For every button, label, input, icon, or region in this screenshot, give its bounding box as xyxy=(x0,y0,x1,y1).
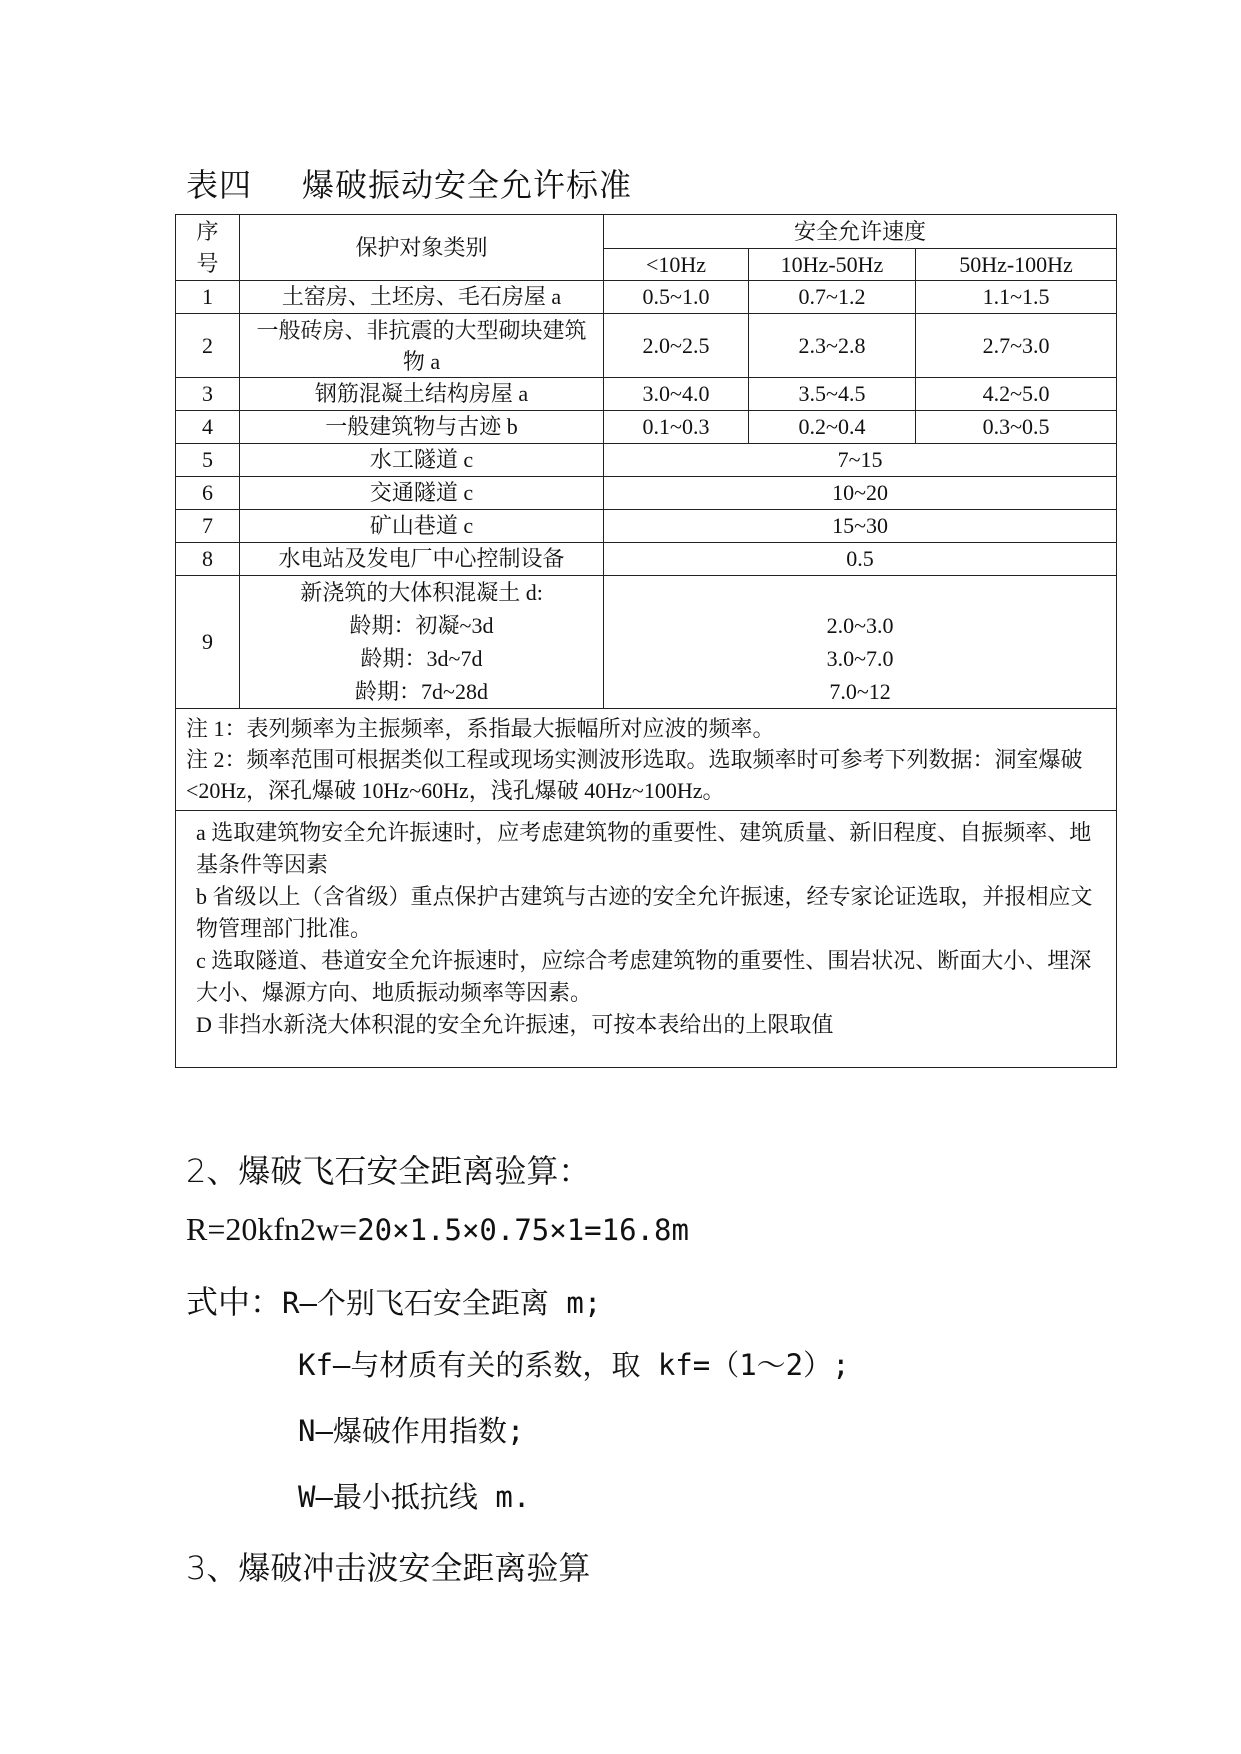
row-name: 一般砖房、非抗震的大型砌块建筑物 a xyxy=(240,314,604,378)
def-w: W—最小抵抗线 m. xyxy=(298,1480,531,1514)
row-value: 10~20 xyxy=(604,477,1117,510)
row-name: 一般建筑物与古迹 b xyxy=(240,411,604,444)
row-name: 钢筋混凝土结构房屋 a xyxy=(240,378,604,411)
row-value: 0.5~1.0 xyxy=(604,281,749,314)
table-row xyxy=(176,411,1117,444)
row9-values xyxy=(604,576,1117,709)
table-row xyxy=(176,576,1117,709)
footnote-d: D 非挡水新浇大体积混的安全允许振速，可按本表给出的上限取值 xyxy=(196,1012,834,1037)
footnote-c: c 选取隧道、巷道安全允许振速时，应综合考虑建筑物的重要性、围岩状况、断面大小、埋深大小、爆源方向、地质振动频率等因素。 xyxy=(196,948,1092,1005)
table-row xyxy=(176,314,1117,378)
note-1: 注 1：表列频率为主振频率，系指最大振幅所对应波的频率。 xyxy=(186,716,775,741)
formula-rest: 20×1.5×0.75×1=16.8m xyxy=(357,1213,689,1247)
header-category: 保护对象类别 xyxy=(240,215,604,281)
row-value: 4.2~5.0 xyxy=(916,378,1117,411)
row-value: 3.5~4.5 xyxy=(749,378,916,411)
vibration-standard-table xyxy=(175,214,1117,1068)
table-row xyxy=(176,378,1117,411)
header-band-2: 10Hz-50Hz xyxy=(749,249,916,281)
row-no: 3 xyxy=(176,378,240,411)
row-name: 矿山巷道 c xyxy=(240,510,604,543)
row-no: 9 xyxy=(176,576,240,709)
row9-value: 3.0~7.0 xyxy=(826,646,894,671)
row-value: 15~30 xyxy=(604,510,1117,543)
row-no: 6 xyxy=(176,477,240,510)
row-no: 4 xyxy=(176,411,240,444)
row9-line: 新浇筑的大体积混凝土 d: xyxy=(300,580,543,605)
formula-line xyxy=(186,1210,689,1248)
row-no: 2 xyxy=(176,314,240,378)
row9-line: 龄期：3d~7d xyxy=(360,646,483,671)
table-row xyxy=(176,444,1117,477)
row-value: 2.0~2.5 xyxy=(604,314,749,378)
row-value: 0.5 xyxy=(604,543,1117,576)
footnote-a: a 选取建筑物安全允许振速时，应考虑建筑物的重要性、建筑质量、新旧程度、自振频率、地基条件等因素 xyxy=(196,820,1092,877)
row9-name xyxy=(240,576,604,709)
where-first-def: R—个别飞石安全距离 m; xyxy=(282,1286,602,1320)
row-value: 0.3~0.5 xyxy=(916,411,1117,444)
footnotes-cell xyxy=(176,811,1117,1068)
notes-row xyxy=(176,709,1117,811)
row-no: 5 xyxy=(176,444,240,477)
table-number: 表四 xyxy=(186,166,253,204)
row-name: 土窑房、土坯房、毛石房屋 a xyxy=(240,281,604,314)
row-value: 2.3~2.8 xyxy=(749,314,916,378)
header-band-1: <10Hz xyxy=(604,249,749,281)
table-title-text: 爆破振动安全允许标准 xyxy=(302,166,633,204)
header-speed: 安全允许速度 xyxy=(604,215,1117,249)
where-label: 式中： xyxy=(186,1283,283,1321)
section-3-heading: 3、爆破冲击波安全距离验算 xyxy=(186,1549,591,1587)
header-row-1 xyxy=(176,215,1117,249)
row-name: 水工隧道 c xyxy=(240,444,604,477)
formula-prefix: R=20kfn2w= xyxy=(186,1211,358,1247)
row-value: 7~15 xyxy=(604,444,1117,477)
row9-line: 龄期：7d~28d xyxy=(355,679,488,704)
row9-line: 龄期：初凝~3d xyxy=(349,613,494,638)
notes-cell xyxy=(176,709,1117,811)
where-line xyxy=(186,1277,601,1323)
def-n: N—爆破作用指数; xyxy=(298,1414,525,1448)
footnotes-row xyxy=(176,811,1117,1068)
row-value: 1.1~1.5 xyxy=(916,281,1117,314)
table-row xyxy=(176,477,1117,510)
note-2: 注 2：频率范围可根据类似工程或现场实测波形选取。选取频率时可参考下列数据：洞室爆破<20Hz，深孔爆破 10Hz~60Hz，浅孔爆破 40Hz~100Hz。 xyxy=(186,747,1083,803)
table-title xyxy=(186,160,632,206)
header-seq: 序号 xyxy=(176,215,240,281)
def-kf: Kf—与材质有关的系数，取 kf=（1～2）; xyxy=(298,1348,850,1382)
row-value: 0.1~0.3 xyxy=(604,411,749,444)
row-name: 水电站及发电厂中心控制设备 xyxy=(240,543,604,576)
row-value: 0.7~1.2 xyxy=(749,281,916,314)
row-no: 8 xyxy=(176,543,240,576)
row-value: 2.7~3.0 xyxy=(916,314,1117,378)
row-value: 3.0~4.0 xyxy=(604,378,749,411)
section-2-heading: 2、爆破飞石安全距离验算： xyxy=(186,1152,591,1190)
footnote-b: b 省级以上（含省级）重点保护古建筑与古迹的安全允许振速，经专家论证选取，并报相应文物管理部门批准。 xyxy=(196,884,1093,941)
row-value: 0.2~0.4 xyxy=(749,411,916,444)
table-row xyxy=(176,510,1117,543)
row-name: 交通隧道 c xyxy=(240,477,604,510)
row-no: 1 xyxy=(176,281,240,314)
row9-value: 7.0~12 xyxy=(829,679,891,704)
header-band-3: 50Hz-100Hz xyxy=(916,249,1117,281)
row-no: 7 xyxy=(176,510,240,543)
row9-value: 2.0~3.0 xyxy=(826,613,894,638)
table-row xyxy=(176,281,1117,314)
table-row xyxy=(176,543,1117,576)
